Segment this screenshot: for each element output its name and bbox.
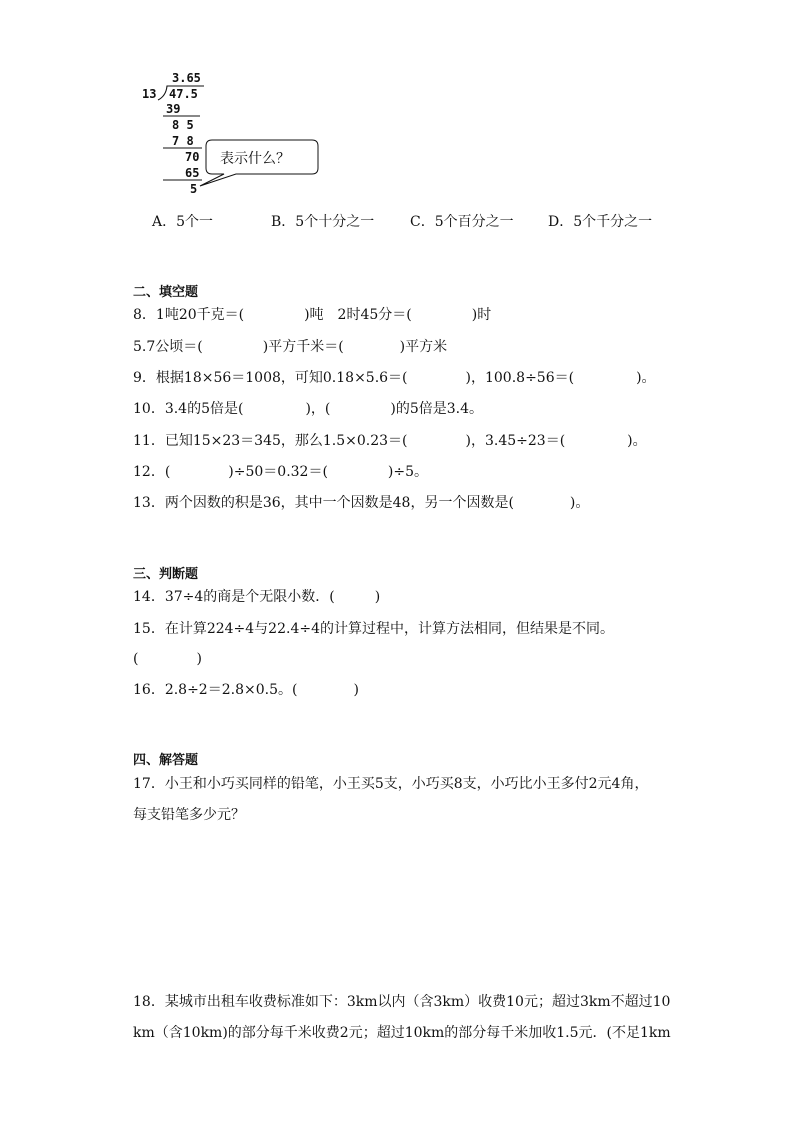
q10-text: )的5倍是3.4。	[390, 401, 484, 417]
division-dividend: 47.5	[169, 87, 198, 101]
q12-text: 12．(	[133, 464, 171, 480]
section-title: 二、填空题	[133, 285, 199, 300]
section-title: 四、解答题	[133, 753, 199, 768]
q14-text: 14．37÷4的商是个无限小数．(	[133, 589, 335, 605]
division-step: 8 5	[172, 118, 194, 132]
q8-text: )平方千米＝(	[262, 339, 344, 355]
q16-text: )	[353, 682, 359, 698]
division-lines	[0, 0, 340, 200]
q8-text: 8．1吨20千克＝(	[133, 307, 245, 323]
q9-text: )。	[636, 370, 656, 386]
q15-text: )	[196, 651, 202, 667]
q11-text: 11．已知15×23＝345，那么1.5×0.23＝(	[133, 433, 408, 449]
question-11	[133, 432, 647, 450]
question-17-cont: 每支铅笔多少元？	[133, 807, 245, 823]
question-13	[133, 494, 589, 512]
q8-text: )平方米	[399, 339, 448, 355]
division-divisor: 13	[142, 87, 157, 101]
q12-text: )÷50＝0.32＝(	[228, 464, 328, 480]
question-15-answer	[133, 650, 202, 668]
q11-text: )，3.45÷23＝(	[465, 433, 566, 449]
option-a: A．5个一	[152, 214, 214, 230]
option-b: B．5个十分之一	[271, 214, 375, 230]
bubble-label: 表示什么？	[220, 151, 290, 167]
q13-text: 13．两个因数的积是36，其中一个因数是48，另一个因数是(	[133, 495, 514, 511]
division-step: 70	[185, 150, 200, 164]
question-14	[133, 588, 380, 606]
division-step: 7 8	[172, 134, 194, 148]
option-d: D．5个千分之一	[548, 214, 653, 230]
division-step: 5	[190, 182, 198, 196]
q8-text: )吨 2时45分＝(	[304, 307, 412, 323]
question-8b	[133, 338, 447, 356]
division-step: 65	[185, 166, 200, 180]
option-c: C．5个百分之一	[410, 214, 514, 230]
question-10	[133, 400, 483, 418]
q12-text: )÷5。	[387, 464, 429, 480]
q9-text: )，100.8÷56＝(	[465, 370, 575, 386]
q15-text: (	[133, 651, 139, 667]
q16-text: 16．2.8÷2＝2.8×0.5。(	[133, 682, 298, 698]
q10-text: 10．3.4的5倍是(	[133, 401, 244, 417]
q8-text: )时	[471, 307, 492, 323]
question-9	[133, 369, 656, 387]
question-15: 15．在计算224÷4与22.4÷4的计算过程中，计算方法相同，但结果是不同。	[133, 621, 614, 637]
question-18: 18．某城市出租车收费标准如下：3km以内（含3km）收费10元；超过3km不超过10	[133, 994, 671, 1010]
question-17: 17．小王和小巧买同样的铅笔，小王买5支，小巧买8支，小巧比小王多付2元4角，	[133, 776, 649, 792]
question-8	[133, 306, 491, 324]
division-bracket	[158, 86, 204, 100]
q9-text: 9．根据18×56＝1008，可知0.18×5.6＝(	[133, 370, 408, 386]
division-step: 39	[166, 102, 181, 116]
q8-text: 5.7公顷＝(	[133, 339, 203, 355]
question-16	[133, 681, 359, 699]
q11-text: )。	[627, 433, 647, 449]
question-12	[133, 463, 428, 481]
q13-text: )。	[569, 495, 590, 511]
question-18-cont: km（含10km)的部分每千米收费2元；超过10km的部分每千米加收1.5元．(不足1km	[133, 1025, 671, 1041]
q10-text: )，(	[305, 401, 331, 417]
section-title: 三、判断题	[133, 567, 199, 582]
division-quotient: 3.65	[172, 71, 201, 85]
q14-text: )	[374, 589, 381, 605]
